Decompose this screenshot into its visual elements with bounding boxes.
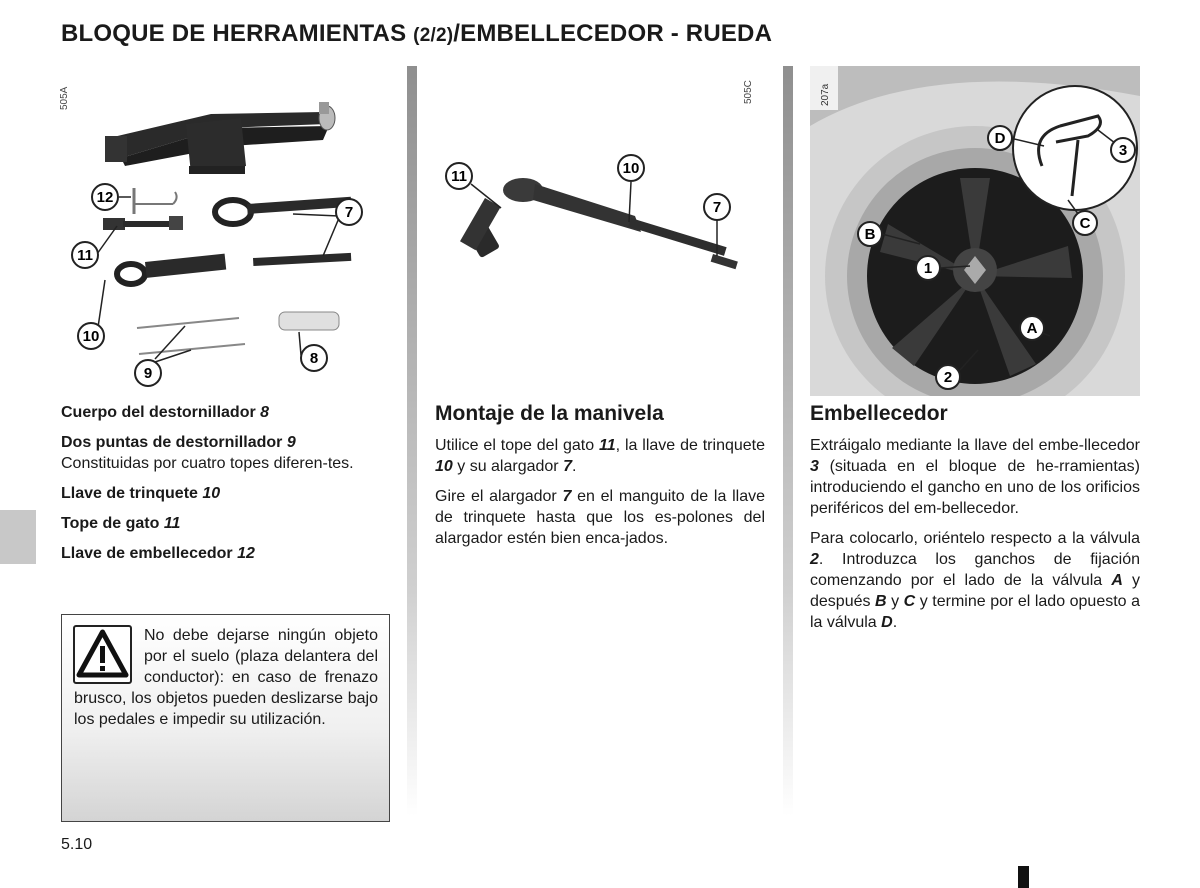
callout-11 — [72, 242, 98, 268]
paragraph: Extráigalo mediante la llave del embe-llecedor 3 (situada en el bloque de he-rramientas) introduciendo el gancho en uno de los orificios periféricos del em-bellecedor. — [810, 437, 1140, 517]
callout-10 — [618, 155, 644, 181]
crank-assembly-text — [435, 435, 765, 558]
tool-item: Dos puntas de destornillador 9 Constituidas por cuatro topes diferen-tes. — [61, 434, 354, 472]
page-number: 5.10 — [61, 836, 93, 853]
callout-7 — [704, 194, 730, 220]
svg-text:11: 11 — [77, 247, 93, 264]
extension-drawing — [215, 197, 354, 266]
tool-list — [61, 402, 391, 573]
crank-drawing — [460, 178, 738, 269]
tool-item: Llave de embellecedor 12 — [61, 545, 255, 562]
callout-10 — [78, 323, 104, 349]
callout-D — [988, 126, 1012, 150]
svg-text:3: 3 — [1118, 142, 1128, 159]
svg-text:C: C — [1079, 215, 1091, 232]
paragraph: Gire el alargador 7 en el manguito de la llave de trinquete hasta que los es-polones del alargador estén bien enca-jados. — [435, 488, 765, 547]
svg-text:11: 11 — [451, 168, 467, 185]
paragraph: Utilice el tope del gato 11, la llave de trinquete 10 y su alargador 7. — [435, 437, 766, 475]
callout-2 — [936, 365, 960, 389]
svg-text:B: B — [864, 226, 876, 243]
svg-text:7: 7 — [712, 199, 722, 216]
section-tab — [0, 510, 36, 564]
svg-text:1: 1 — [923, 260, 933, 277]
callout-12 — [92, 184, 118, 210]
figure-code: 505C — [743, 80, 754, 104]
callout-8 — [301, 345, 327, 371]
page-title: BLOQUE DE HERRAMIENTAS (2/2)/EMBELLECEDOR - RUEDA — [61, 20, 773, 47]
screwdriver-bits-drawing — [137, 318, 245, 354]
callout-C — [1073, 211, 1097, 235]
warning-box — [61, 614, 390, 822]
wheel-trim-key-drawing — [134, 188, 177, 214]
svg-text:7: 7 — [344, 204, 354, 221]
screwdriver-body-drawing — [279, 312, 339, 330]
tool-item: Tope de gato 11 — [61, 515, 181, 532]
jack-drawing — [105, 102, 335, 174]
column-separator-left — [407, 66, 417, 816]
callout-1 — [916, 256, 940, 280]
tool-item: Llave de trinquete 10 — [61, 485, 221, 502]
column-separator-right — [783, 66, 793, 816]
tool-item: Cuerpo del destornillador 8 — [61, 404, 270, 421]
callout-9 — [135, 360, 161, 386]
crank-assembly-heading: Montaje de la manivela — [435, 402, 664, 425]
callout-A — [1020, 316, 1044, 340]
svg-text:2: 2 — [943, 369, 953, 386]
callout-7 — [336, 199, 362, 225]
ratchet-drawing — [117, 254, 226, 284]
figure-code: 505A — [59, 86, 70, 110]
svg-text:12: 12 — [96, 189, 114, 206]
callout-B — [858, 222, 882, 246]
paragraph: Para colocarlo, oriéntelo respecto a la válvula 2. Introduzca los ganchos de fijación comenzando por el lado de la válvula A y después B y C y termine por el lado opuesto a la válvula D. — [810, 530, 1141, 631]
figure-code: 207a — [820, 83, 831, 106]
crank-assembly-illustration — [435, 66, 765, 396]
wheel-cover-text — [810, 435, 1140, 642]
svg-text:10: 10 — [82, 328, 100, 345]
wheel-cover-heading: Embellecedor — [810, 402, 948, 425]
callout-3 — [1111, 138, 1135, 162]
svg-text:9: 9 — [143, 365, 153, 382]
svg-text:10: 10 — [622, 160, 640, 177]
callout-11 — [446, 163, 472, 189]
page-edge-marker — [1018, 866, 1029, 888]
svg-text:A: A — [1026, 320, 1038, 337]
tools-illustration — [61, 66, 391, 396]
wheel-cover-photo — [810, 66, 1140, 396]
svg-text:8: 8 — [309, 350, 319, 367]
svg-text:D: D — [994, 130, 1006, 147]
warning-text: No debe dejarse ningún objeto por el suelo (plaza delantera del conductor): en caso de frenazo brusco, los objetos pueden deslizarse bajo los pedales e impedir su utilización. — [74, 627, 378, 728]
